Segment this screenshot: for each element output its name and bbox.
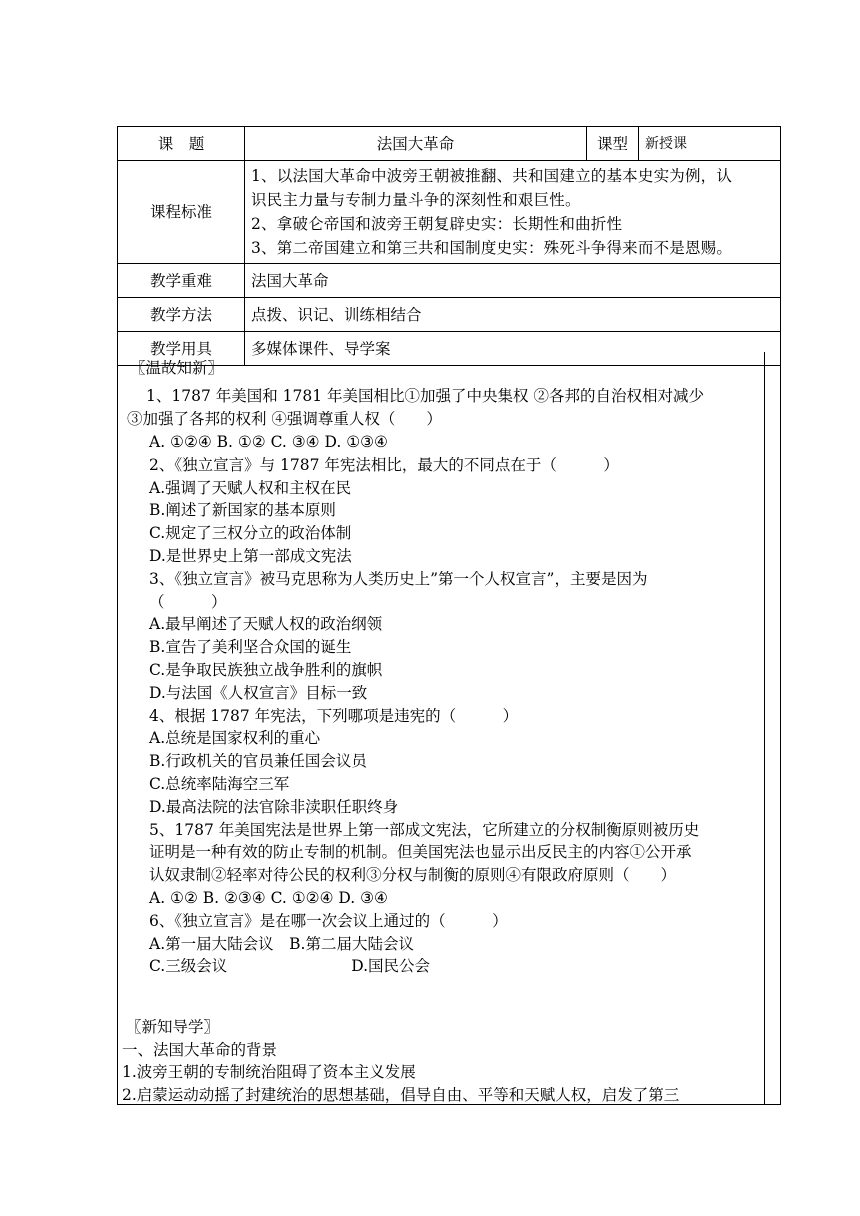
review-line: （ ） bbox=[149, 593, 227, 611]
review-line: A.第一届大陆会议 B.第二届大陆会议 bbox=[149, 935, 414, 953]
standards-label: 课程标准 bbox=[118, 161, 245, 264]
review-line: 4、根据 1787 年宪法，下列哪项是违宪的（ ） bbox=[149, 707, 519, 725]
review-line: D.最高法院的法官除非渎职任职终身 bbox=[149, 798, 399, 816]
review-line: A.总统是国家权利的重心 bbox=[149, 729, 321, 747]
review-line: A.最早阐述了天赋人权的政治纲领 bbox=[149, 615, 383, 633]
new-learning-line: 一、法国大革命的背景 bbox=[122, 1041, 278, 1059]
review-line: 认奴隶制②轻率对待公民的权利③分权与制衡的原则④有限政府原则（ ） bbox=[149, 866, 677, 884]
key-points-label: 教学重难 bbox=[118, 264, 245, 298]
review-line: A. ①②④ B. ①② C. ③④ D. ①③④ bbox=[149, 433, 388, 451]
lesson-type-value: 新授课 bbox=[639, 127, 781, 161]
review-line: 证明是一种有效的防止专制的机制。但美国宪法也显示出反民主的内容①公开承 bbox=[149, 843, 692, 861]
review-line: D.是世界史上第一部成文宪法 bbox=[149, 547, 352, 565]
standards-content bbox=[245, 161, 781, 264]
review-heading: 〖温故知新〗 bbox=[130, 359, 224, 377]
tools-value: 多媒体课件、导学案 bbox=[245, 332, 781, 366]
review-line: C.是争取民族独立战争胜利的旗帜 bbox=[149, 661, 383, 679]
topic-label: 课 题 bbox=[118, 127, 245, 161]
new-learning-line: 1.波旁王朝的专制统治阻碍了资本主义发展 bbox=[122, 1063, 416, 1081]
review-line: C.总统率陆海空三军 bbox=[149, 775, 290, 793]
methods-value: 点拨、识记、训练相结合 bbox=[245, 298, 781, 332]
methods-row bbox=[118, 298, 781, 332]
margin-strip bbox=[763, 352, 781, 1105]
standards-row bbox=[118, 161, 781, 264]
review-line: A. ①② B. ②③④ C. ①②④ D. ③④ bbox=[149, 889, 388, 907]
review-line: 6、《独立宣言》是在哪一次会议上通过的（ ） bbox=[149, 912, 508, 930]
review-line: ③加强了各邦的权利 ④强调尊重人权（ ） bbox=[127, 410, 442, 428]
standards-line: 识民主力量与专制力量斗争的深刻性和艰巨性。 bbox=[251, 191, 581, 209]
review-line: 3、《独立宣言》被马克思称为人类历史上”第一个人权宣言”，主要是因为 bbox=[149, 570, 648, 588]
new-learning-line: 2.启蒙运动动摇了封建统治的思想基础，倡导自由、平等和天赋人权，启发了第三 bbox=[122, 1086, 680, 1104]
review-line: 2、《独立宣言》与 1787 年宪法相比，最大的不同点在于（ ） bbox=[149, 456, 619, 474]
key-points-row bbox=[118, 264, 781, 298]
lesson-type-label: 课型 bbox=[587, 127, 639, 161]
standards-line: 2、拿破仑帝国和波旁王朝复辟史实：长期性和曲折性 bbox=[251, 215, 623, 233]
topic-value: 法国大革命 bbox=[245, 127, 587, 161]
review-line: 5、1787 年美国宪法是世界上第一部成文宪法，它所建立的分权制衡原则被历史 bbox=[149, 821, 700, 839]
review-line: D.与法国《人权宣言》目标一致 bbox=[149, 684, 368, 702]
lesson-header-table bbox=[117, 126, 781, 366]
review-line: B.宣告了美利坚合众国的诞生 bbox=[149, 638, 352, 656]
new-learning-heading: 〖新知导学〗 bbox=[126, 1018, 220, 1036]
standards-line: 3、第二帝国建立和第三共和国制度史实：殊死斗争得来而不是恩赐。 bbox=[251, 239, 733, 257]
review-line: C.三级会议 D.国民公会 bbox=[149, 957, 431, 975]
review-line: C.规定了三权分立的政治体制 bbox=[149, 524, 352, 542]
review-line: B.行政机关的官员兼任国会议员 bbox=[149, 752, 367, 770]
review-line: A.强调了天赋人权和主权在民 bbox=[149, 479, 352, 497]
standards-line: 1、以法国大革命中波旁王朝被推翻、共和国建立的基本史实为例，认 bbox=[251, 167, 733, 185]
key-points-value: 法国大革命 bbox=[245, 264, 781, 298]
review-line: 1、1787 年美国和 1781 年美国相比①加强了中央集权 ②各邦的自治权相对减少 bbox=[146, 387, 704, 405]
review-line: B.阐述了新国家的基本原则 bbox=[149, 501, 336, 519]
tools-label: 教学用具 bbox=[118, 332, 245, 366]
topic-row bbox=[118, 127, 781, 161]
methods-label: 教学方法 bbox=[118, 298, 245, 332]
